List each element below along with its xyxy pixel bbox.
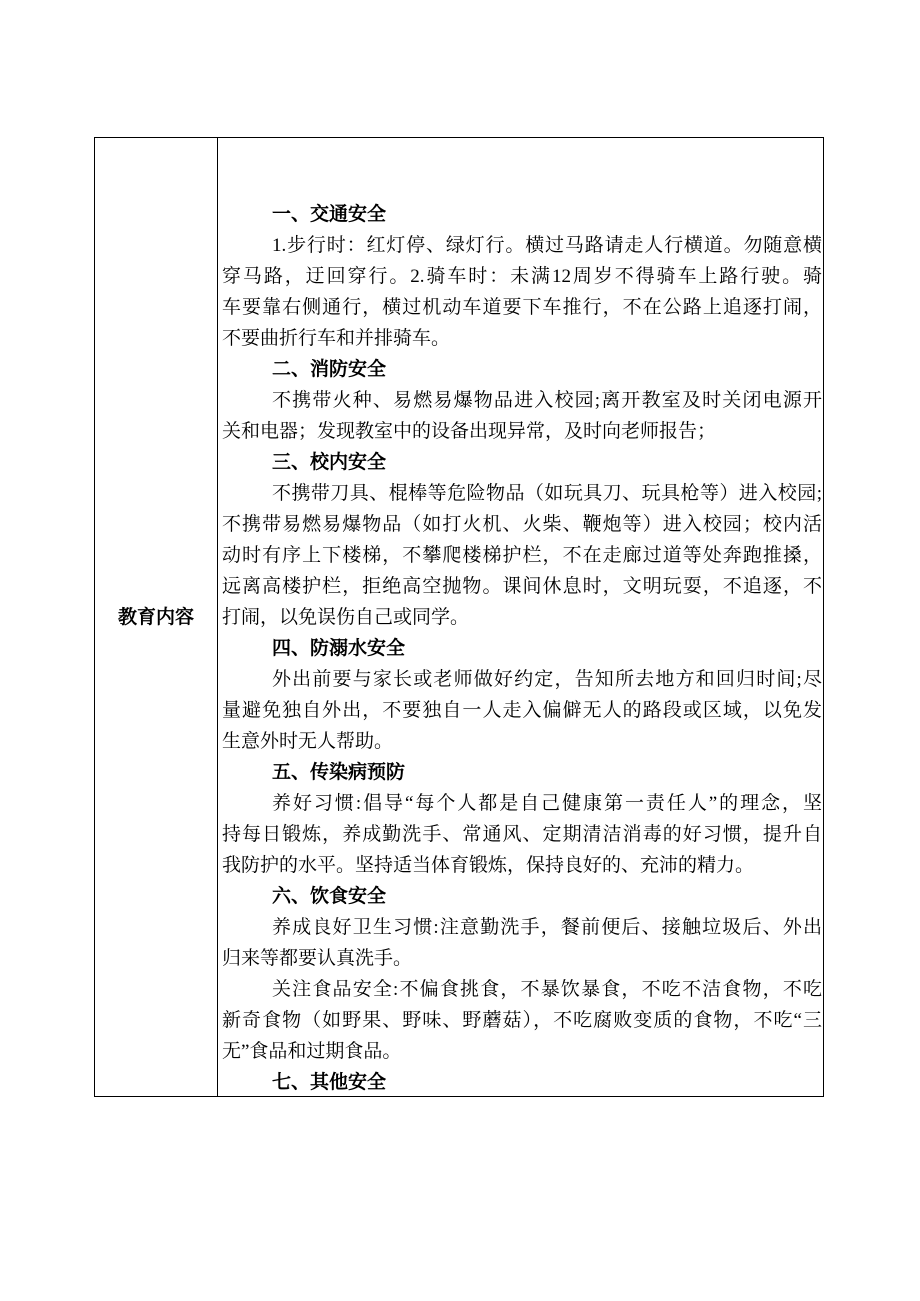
paragraph-line: 我防护的水平。坚持适当体育锻炼，保持良好的、充沛的精力。	[222, 855, 755, 876]
label-cell	[95, 138, 218, 1096]
section-drowning-prevention	[222, 633, 822, 757]
paragraph-line: 外出前要与家长或老师做好约定，告知所去地方和回归时间;尽	[272, 669, 822, 690]
row-label: 教育内容	[117, 606, 194, 628]
paragraph-line: 养成良好卫生习惯:注意勤洗手，餐前便后、接触垃圾后、外出	[272, 917, 822, 938]
paragraph-line: 持每日锻炼，养成勤洗手、常通风、定期清洁消毒的好习惯，提升自	[222, 824, 822, 845]
paragraph-line: 关注食品安全:不偏食挑食，不暴饮暴食，不吃不洁食物，不吃	[272, 979, 822, 1000]
section-heading: 一、交通安全	[272, 204, 387, 225]
section-heading: 三、校内安全	[272, 452, 387, 473]
paragraph-line: 无”食品和过期食品。	[222, 1041, 402, 1062]
section-heading: 五、传染病预防	[272, 762, 406, 783]
paragraph-line: 车要靠右侧通行，横过机动车道要下车推行，不在公路上追逐打闹，	[222, 297, 822, 318]
paragraph-line: 不携带刀具、棍棒等危险物品（如玩具刀、玩具枪等）进入校园;	[272, 483, 822, 504]
paragraph-line: 生意外时无人帮助。	[222, 731, 394, 752]
section-fire-safety	[222, 354, 822, 447]
paragraph-line: 1.步行时：红灯停、绿灯行。横过马路请走人行横道。勿随意横	[272, 235, 822, 256]
paragraph-line: 新奇食物（如野果、野味、野蘑菇），不吃腐败变质的食物，不吃“三	[222, 1010, 822, 1031]
paragraph-line: 动时有序上下楼梯，不攀爬楼梯护栏，不在走廊过道等处奔跑推搡，	[222, 545, 822, 566]
paragraph-line: 归来等都要认真洗手。	[222, 948, 413, 969]
paragraph-line: 养好习惯:倡导“每个人都是自己健康第一责任人”的理念，坚	[272, 793, 822, 814]
section-heading: 二、消防安全	[272, 359, 387, 380]
paragraph-line: 不携带易燃易爆物品（如打火机、火柴、鞭炮等）进入校园；校内活	[222, 514, 822, 535]
paragraph-line: 量避免独自外出，不要独自一人走入偏僻无人的路段或区域，以免发	[222, 700, 822, 721]
section-infectious-disease-prevention	[222, 757, 822, 881]
content-cell	[218, 138, 823, 1096]
paragraph-line: 穿马路，迂回穿行。2.骑车时：未满12周岁不得骑车上路行驶。骑	[222, 266, 822, 287]
section-food-safety	[222, 881, 822, 1067]
section-campus-safety	[222, 447, 822, 633]
paragraph-line: 不要曲折行车和并排骑车。	[222, 328, 451, 349]
section-other-safety	[222, 1067, 822, 1096]
paragraph-line: 远离高楼护栏，拒绝高空抛物。课间休息时，文明玩耍，不追逐，不	[222, 576, 822, 597]
section-heading: 七、其他安全	[272, 1072, 387, 1093]
education-table	[94, 137, 824, 1097]
paragraph-line: 关和电器；发现教室中的设备出现异常，及时向老师报告；	[222, 421, 717, 442]
section-heading: 四、防溺水安全	[272, 638, 406, 659]
section-traffic-safety	[222, 199, 822, 354]
paragraph-line: 打闹，以免误伤自己或同学。	[222, 607, 470, 628]
section-heading: 六、饮食安全	[272, 886, 387, 907]
paragraph-line: 不携带火种、易燃易爆物品进入校园;离开教室及时关闭电源开	[272, 390, 822, 411]
